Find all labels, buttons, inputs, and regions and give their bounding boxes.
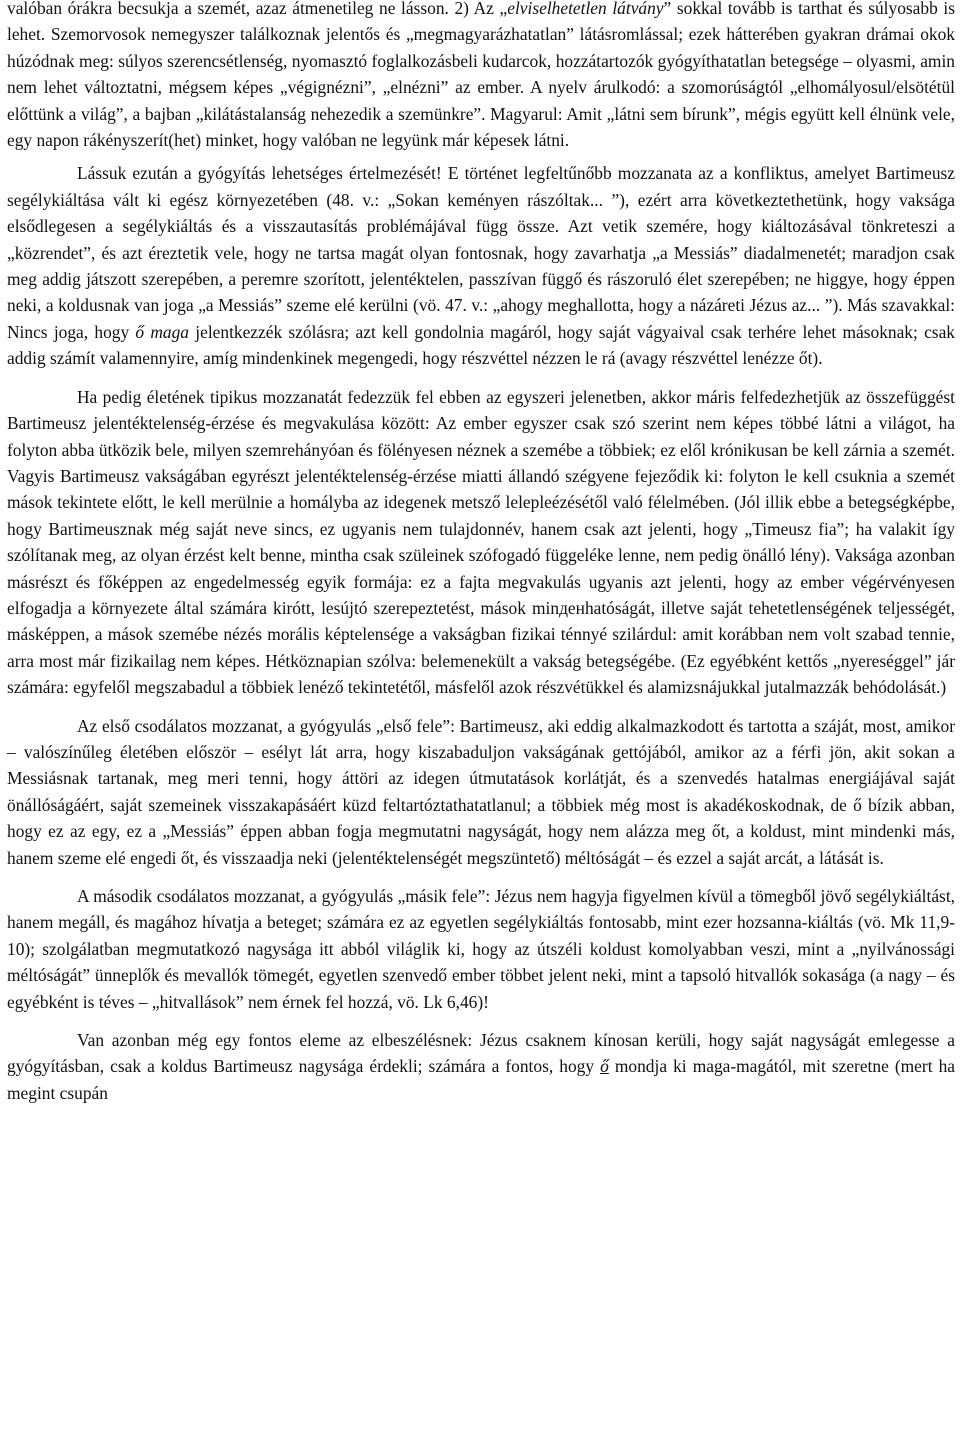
paragraph-text: Az első csodálatos mozzanat, a gyógyulás „első fele”: Bartimeusz, aki eddig alkalmazkodott és tartotta a száját, most, amikor – valószínűleg életében először – esélyt lát arra, hogy kiszabaduljon vakságának gettójából, amikor az a férfi jön, akit sokan a Messiásnak tartanak, meg meri tenni, hogy áttöri az idegen útmutatások korlátját, és a szenvedés hatalmas energiájával saját önállóságáért, saját szemeinek visszakapásáért küzd feltartóztathatatlanul; a többiek még most is akadékoskodnak, de ő bízik abban, hogy ez az egy, ez a „Messiás” éppen abban fogja megmutatni nagyságát, hogy nem alázza meg őt, a koldust, mint mindenki más, hanem szeme elé engedi őt, és visszaadja neki (jelentéktelenségét megszüntető) méltóságát – és ezzel a saját arcát, a látását is. bbox=[7, 715, 955, 868]
paragraph-text: Van azonban még egy fontos eleme az elbeszélésnek: Jézus csaknem kínosan kerüli, hogy saját nagyságát emlegesse a gyógyításban, csak a koldus Bartimeusz nagysága érdekli; számára a fontos, hogy bbox=[7, 1030, 955, 1077]
emphasis-text: elviselhetetlen látvány bbox=[507, 0, 664, 18]
paragraph-text: valóban órákra becsukja a szemét, azaz átmenetileg ne lásson. 2) Az „ bbox=[7, 0, 508, 18]
body-paragraph bbox=[7, 0, 955, 153]
paragraph-text: jelentkezzék szólásra; azt kell gondolnia magáról, hogy saját vágyaival csak terhére lehet másoknak; csak addig számít valamennyire, amíg mindenkinek megengedi, hogy részvéttel nézzen le rá (avagy részvéttel lenézze őt). bbox=[7, 321, 955, 369]
body-paragraph bbox=[7, 883, 955, 1015]
body-paragraph bbox=[7, 384, 955, 701]
paragraph-text: ” sokkal tovább is tarthat és súlyosabb is lehet. Szemorvosok nemegyszer találkoznak jelentős és „megmagyarázhatatlan” látásromlással; ezek hátterében gyakran drámai okok húzódnak meg: súlyos szerencsétlenség, nyomasztó foglalkozásbeli kudarcok, hozzátartozók gyógyíthatatlan betegsége – olyasmi, amin nem lehet változtatni, mégsem képes „végignézni”, „elnézni” az ember. A nyelv árulkodó: a szomorúságtól „elhomályosul/elsötétül előttünk a világ”, a bajban „kilátástalanság nehezedik a szemünkre”. Magyarul: Amit „látni sem bírunk”, mégis együtt kell élnünk vele, egy napon rákényszerít(het) minket, hogy valóban ne legyünk már képesek látni. bbox=[7, 0, 956, 151]
emphasis-text: ő maga bbox=[135, 321, 190, 342]
document-page bbox=[7, 0, 955, 1113]
paragraph-text: mondja ki maga-magától, mit szeretne (mert ha megint csupán bbox=[7, 1056, 955, 1103]
paragraph-text: Lássuk ezután a gyógyítás lehetséges értelmezését! E történet legfeltűnőbb mozzanata az a konfliktus, amelyet Bartimeusz segélykiáltása vált ki egész környezetében (48. v.: „Sokan keményen rászóltak... ”), ezért arra következtethetünk, hogy vaksága elsődlegesen a segélykiáltás és a visszautasítás problémájával függ össze. Azt vetik szemére, hogy kiáltozásával tönkreteszi a „közrendet”, és azt éreztetik vele, hogy ne tartsa magát olyan fontosnak, hogy zavarhatja „a Messiás” diadalmenetét; maradjon csak meg addig játszott szerepében, a peremre szorított, jelentéktelen, passzívan függő és rászoruló élet szerepében; ne higgye, hogy éppen neki, a koldusnak van joga „a Messiás” szeme elé kerülni (vö. 47. v.: „ahogy meghallotta, hogy a názáreti Jézus az... ”). Más szavakkal: Nincs joga, hogy bbox=[7, 163, 955, 342]
emphasis-text: ő bbox=[600, 1056, 609, 1077]
body-paragraph bbox=[7, 1027, 955, 1106]
paragraph-text: A második csodálatos mozzanat, a gyógyulás „másik fele”: Jézus nem hagyja figyelmen kívül a tömegből jövő segélykiáltást, hanem megáll, és magához hívatja a beteget; számára ez az egyetlen segélykiáltás fontosabb, mint ezer hozsanna-kiáltás (vö. Mk 11,9-10); szolgálatban megmutatkozó nagysága itt abból világlik ki, hogy az útszéli koldust komolyabban veszi, mint a „nyilvánossági méltóságát” ünneplők és mevallók tömegét, egyetlen szenvedő ember többet jelent neki, mint a tapsoló hitvallók sokasága (a nagy – és egyébként is téves – „hitvallások” nem érnek fel hozzá, vö. Lk 6,46)! bbox=[7, 886, 955, 1012]
paragraph-text: Ha pedig életének tipikus mozzanatát fedezzük fel ebben az egyszeri jelenetben, akkor máris felfedezhetjük az összefüggést Bartimeusz jelentéktelenség-érzése és megvakulása között: Az ember egyszer csak szó szerint nem képes többé látni a világot, ha folyton abba ütközik bele, milyen szemrehányóan és fölényesen néznek a szemébe a többiek; ez elől krónikusan be kell zárnia a szemét. Vagyis Bartimeusz vakságában egyrészt jelentéktelenség-érzése miatti állandó szégyene fejeződik ki: folyton le kell csuknia a szemét mások tekintete előtt, le kell merülnie a homályba az idegenek metsző lelepleézésétől való félelmében. (Jól illik ebbe a betegségképbe, hogy Bartimeusznak még saját neve sincs, ez ugyanis nem tulajdonnév, hanem csak azt jelenti, hogy „Timeusz fia”; ha valakit így szólítanak meg, az olyan érzést kelt benne, mintha csak szüleinek szófogadó függeléke lenne, nem pedig önálló lény). Vaksága azonban másrészt és főképpen az engedelmesség egyik formája: ez a fajta megvakulás ugyanis azt jelenti, hogy az ember végérvényesen elfogadja a környezete által számára kirótt, lesújtó szerepeztetést, mások minденhatóságát, illetve saját tehetetlenségének teljességét, másképpen, a mások szemébe nézés morális képtelensége a vakságban fizikai ténnyé szilárdul: amit korábban nem volt szabad tennie, arra most már fizikailag nem képes. Hétköznapian szólva: belemenekült a vakság betegségébe. (Ez egyébként kettős „nyereséggel” jár számára: egyfelől megszabadul a többiek lenéző tekintetétől, másfelől azok részvétükkel és alamizsnájukkal jutalmazzák behódolását.) bbox=[7, 386, 955, 698]
body-paragraph bbox=[7, 160, 955, 371]
body-paragraph bbox=[7, 713, 955, 871]
